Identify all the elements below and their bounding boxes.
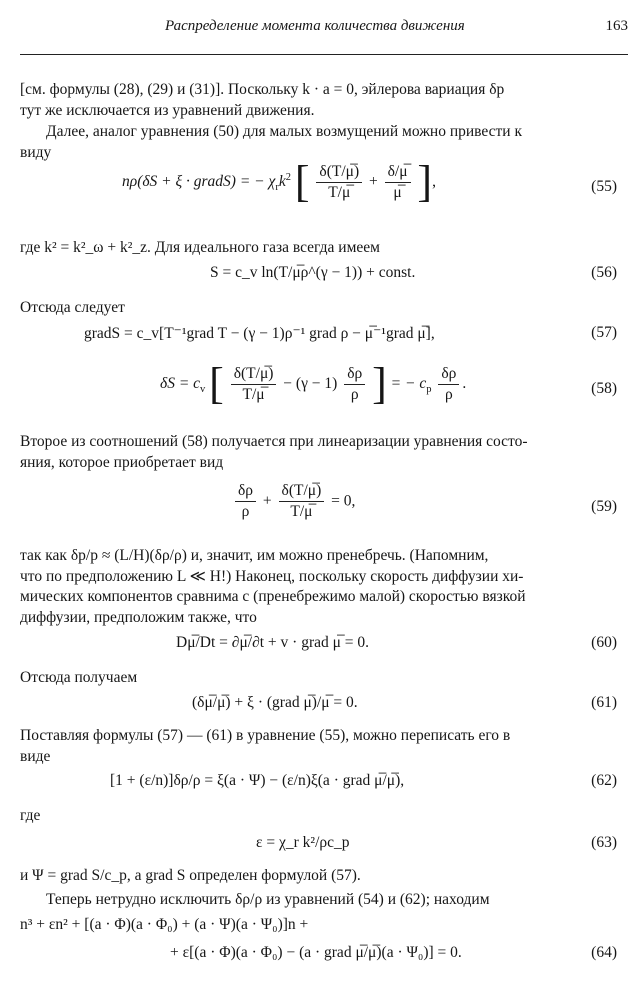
eq-punctuation: , bbox=[432, 173, 436, 190]
eq-left-side: nρ(δS + ξ · gradS) = − χ bbox=[122, 173, 276, 190]
text-line: так как δp/p ≈ (L/H)(δρ/ρ) и, значит, им можно пренебречь. (Напомним, bbox=[20, 547, 489, 564]
eq-punctuation: = 0, bbox=[331, 492, 356, 510]
numerator: δρ bbox=[238, 482, 254, 499]
text-line: [см. формулы (28), (29) и (31)]. Поскольку k · a = 0, эйлерова вариация δp bbox=[20, 81, 505, 98]
equation-body bbox=[232, 482, 355, 521]
text-line: диффузии, предположим также, что bbox=[20, 608, 257, 626]
left-bracket: [ bbox=[209, 359, 224, 408]
equation-body: ε = χ_r k²/ρc_p bbox=[256, 834, 350, 851]
right-bracket: ] bbox=[417, 157, 433, 206]
eq-punctuation: . bbox=[462, 375, 467, 392]
equation-number: (57) bbox=[591, 324, 617, 341]
right-bracket: ] bbox=[372, 359, 387, 408]
text-line: что по предположению L ≪ H!) Наконец, поскольку скорость диффузии хи- bbox=[20, 567, 524, 585]
text-line: Поставляя формулы (57) — (61) в уравнение (55), можно переписать его в bbox=[20, 727, 511, 744]
text-line: виде bbox=[20, 747, 51, 765]
equation-number: (60) bbox=[591, 634, 617, 651]
paragraph-8 bbox=[20, 726, 625, 767]
denominator: T/μ̅ bbox=[316, 182, 362, 202]
paragraph-6 bbox=[20, 546, 625, 628]
equation-55 bbox=[0, 157, 643, 216]
equation-number: (64) bbox=[591, 944, 617, 961]
equation-body: (δμ̅/μ̅) + ξ · (grad μ̅)/μ̅ = 0. bbox=[192, 694, 358, 711]
paragraph-1 bbox=[20, 80, 625, 121]
equation-58 bbox=[0, 359, 643, 418]
equation-body: gradS = c_v[T⁻¹grad T − (γ − 1)ρ⁻¹ grad ρ − μ̅⁻¹grad μ̅], bbox=[84, 325, 435, 342]
equation-number: (59) bbox=[591, 498, 617, 515]
paragraph-2 bbox=[20, 122, 625, 163]
eq-subscript: p bbox=[426, 384, 432, 396]
text-line: виду bbox=[20, 143, 52, 161]
text-line: тут же исключается из уравнений движения. bbox=[20, 101, 315, 119]
equation-number: (55) bbox=[591, 178, 617, 195]
fraction bbox=[231, 365, 277, 404]
denominator: T/μ̅ bbox=[279, 501, 325, 521]
fraction bbox=[316, 163, 362, 202]
denominator: μ̅ bbox=[385, 182, 411, 202]
equation-body bbox=[160, 359, 467, 408]
paragraph-5 bbox=[20, 432, 625, 473]
left-bracket: [ bbox=[294, 157, 310, 206]
eq-symbol: k bbox=[278, 173, 286, 190]
text-line: яния, которое приобретает вид bbox=[20, 453, 224, 471]
page-number: 163 bbox=[605, 18, 628, 34]
numerator: δ(T/μ̅) bbox=[233, 364, 274, 382]
equation-body: S = c_v ln(T/μ̅ρ^(γ − 1)) + const. bbox=[210, 264, 416, 281]
equation-60 bbox=[0, 634, 643, 656]
denominator: ρ bbox=[344, 384, 365, 404]
eq-operator: + bbox=[368, 173, 378, 190]
text-line: Далее, аналог уравнения (50) для малых возмущений можно привести к bbox=[46, 123, 523, 140]
equation-61 bbox=[0, 694, 643, 716]
paragraph-7 bbox=[20, 668, 625, 689]
text-line: Теперь нетрудно исключить δρ/ρ из уравнений (54) и (62); находим bbox=[46, 891, 490, 908]
text-line: Отсюда следует bbox=[20, 299, 125, 316]
text-line: где bbox=[20, 807, 41, 824]
fraction bbox=[235, 482, 256, 521]
equation-63 bbox=[0, 834, 643, 856]
paragraph-11 bbox=[20, 890, 625, 911]
page-header bbox=[20, 18, 628, 42]
eq-superscript: 2 bbox=[285, 171, 291, 183]
equation-body: [1 + (ε/n)]δρ/ρ = ξ(a · Ψ) − (ε/n)ξ(a · grad μ̅/μ̅), bbox=[110, 772, 405, 789]
eq-right-side: = − c bbox=[390, 375, 427, 392]
equation-64 bbox=[0, 916, 643, 976]
fraction bbox=[279, 482, 325, 521]
fraction bbox=[344, 365, 365, 404]
running-title: Распределение момента количества движения bbox=[165, 18, 465, 34]
eq-left-side: δS = c bbox=[160, 375, 201, 392]
eq-operator: − (γ − 1) bbox=[283, 375, 338, 392]
equation-number: (58) bbox=[591, 380, 617, 397]
numerator: δ/μ̅ bbox=[387, 162, 408, 180]
equation-body: Dμ̅/Dt = ∂μ̅/∂t + v · grad μ̅ = 0. bbox=[176, 634, 370, 651]
equation-number: (56) bbox=[591, 264, 617, 281]
denominator: ρ bbox=[235, 501, 256, 521]
denominator: T/μ̅ bbox=[231, 384, 277, 404]
denominator: ρ bbox=[438, 384, 459, 404]
equation-line-2: + ε[(a · Φ)(a · Φ₀) − (a · grad μ̅/μ̅)(a · Ψ₀)] = 0. bbox=[170, 944, 462, 961]
numerator: δρ bbox=[441, 364, 457, 382]
numerator: δ(T/μ̅) bbox=[281, 482, 322, 499]
equation-number: (61) bbox=[591, 694, 617, 711]
fraction bbox=[385, 163, 411, 202]
text-line: где k² = k²_ω + k²_z. Для идеального газа всегда имеем bbox=[20, 239, 380, 256]
equation-number: (62) bbox=[591, 772, 617, 789]
text-line: мических компонентов сравнима с (пренебрежимо малой) скоростью вязкой bbox=[20, 588, 526, 605]
equation-body bbox=[122, 157, 436, 206]
equation-62 bbox=[0, 772, 643, 794]
paragraph-3 bbox=[20, 238, 625, 259]
equation-59 bbox=[0, 482, 643, 534]
equation-line-1: n³ + εn² + [(a · Φ)(a · Φ₀) + (a · Ψ)(a · Ψ₀)]n + bbox=[20, 916, 309, 933]
numerator: δ(T/μ̅) bbox=[319, 162, 360, 180]
text-line: Отсюда получаем bbox=[20, 669, 138, 686]
fraction bbox=[438, 365, 459, 404]
paragraph-4 bbox=[20, 298, 625, 319]
numerator: δρ bbox=[347, 364, 363, 382]
eq-operator: + bbox=[262, 492, 272, 510]
equation-56 bbox=[0, 264, 643, 286]
text-line: Второе из соотношений (58) получается при линеаризации уравнения состо- bbox=[20, 433, 528, 450]
equation-57 bbox=[0, 324, 643, 346]
text-line: и Ψ = grad S/c_p, а grad S определен формулой (57). bbox=[20, 867, 361, 884]
paragraph-10 bbox=[20, 866, 625, 887]
eq-subscript: r bbox=[275, 182, 279, 194]
header-rule bbox=[20, 54, 628, 55]
paragraph-9 bbox=[20, 806, 625, 827]
equation-number: (63) bbox=[591, 834, 617, 851]
eq-subscript: v bbox=[200, 384, 206, 396]
